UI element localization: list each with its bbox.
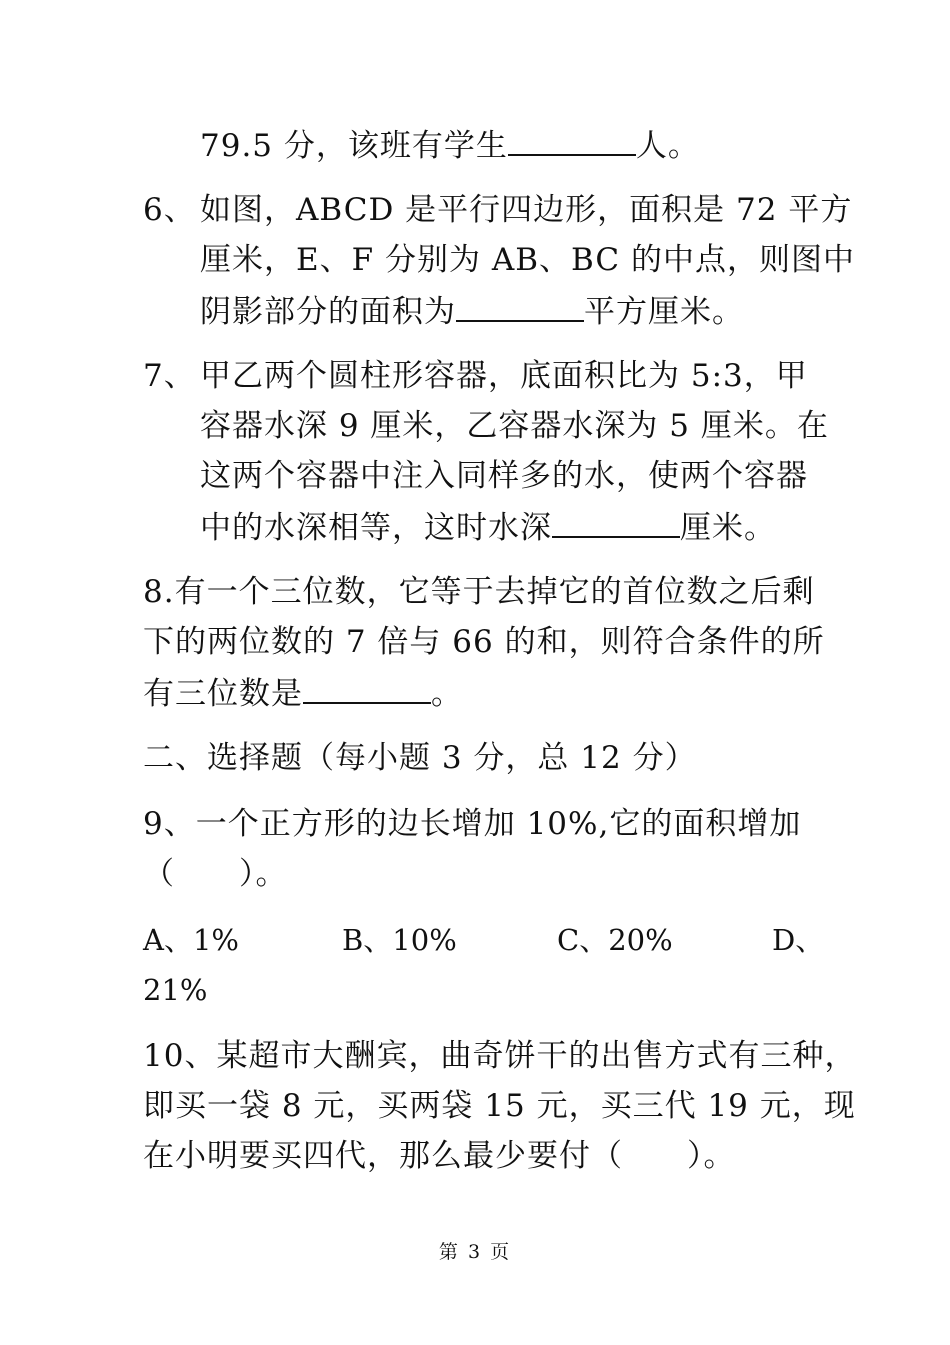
answer-blank[interactable] [456, 290, 584, 322]
q9-line-1: 9、一个正方形的边长增加 10%,它的面积增加 [143, 806, 802, 842]
answer-blank[interactable] [303, 672, 431, 704]
q5-text-end: 人。 [635, 128, 700, 164]
q6-line-1: 如图，ABCD 是平行四边形，面积是 72 平方 [200, 192, 853, 228]
q6-line-3 [200, 290, 744, 332]
q7-line-1: 甲乙两个圆柱形容器，底面积比为 5:3，甲 [200, 358, 808, 394]
q6-number: 6、 [143, 192, 196, 228]
q9-option-c[interactable]: C、20% [557, 923, 673, 957]
q9-option-d[interactable]: D、 [772, 923, 825, 957]
q5-text: 79.5 分，该班有学生 [200, 128, 508, 164]
q10-line-1: 10、某超市大酬宾，曲奇饼干的出售方式有三种， [143, 1038, 857, 1074]
q9-line-2: （ ）。 [143, 856, 288, 892]
page-number: 第 3 页 [438, 1241, 512, 1263]
q8-line-2: 下的两位数的 7 倍与 66 的和，则符合条件的所 [143, 624, 825, 660]
q7-line-3: 这两个容器中注入同样多的水，使两个容器 [200, 458, 808, 494]
answer-blank[interactable] [508, 124, 636, 156]
q5-line-1 [200, 124, 700, 166]
q7-text: 中的水深相等，这时水深 [200, 510, 552, 546]
q8-line-1: 8.有一个三位数，它等于去掉它的首位数之后剩 [143, 574, 815, 610]
answer-blank[interactable] [552, 506, 680, 538]
q9-option-d-value: 21% [143, 973, 208, 1007]
q6-text-end: 平方厘米。 [584, 294, 744, 330]
q6-text: 阴影部分的面积为 [200, 294, 456, 330]
section-heading: 二、选择题（每小题 3 分，总 12 分） [143, 740, 697, 776]
q10-line-3: 在小明要买四代，那么最少要付（ ）。 [143, 1138, 736, 1174]
q7-text-end: 厘米。 [680, 510, 776, 546]
q7-line-4 [200, 506, 776, 548]
q10-line-2: 即买一袋 8 元，买两袋 15 元，买三代 19 元，现 [143, 1088, 856, 1124]
q6-line-2: 厘米，E、F 分别为 AB、BC 的中点，则图中 [200, 242, 855, 278]
q7-number: 7、 [143, 358, 196, 394]
q9-option-a[interactable]: A、1% [143, 923, 239, 957]
q8-line-3 [143, 672, 463, 714]
q8-text: 有三位数是 [143, 676, 303, 712]
q7-line-2: 容器水深 9 厘米，乙容器水深为 5 厘米。在 [200, 408, 829, 444]
q9-option-b[interactable]: B、10% [342, 923, 457, 957]
q8-text-end: 。 [431, 676, 463, 712]
